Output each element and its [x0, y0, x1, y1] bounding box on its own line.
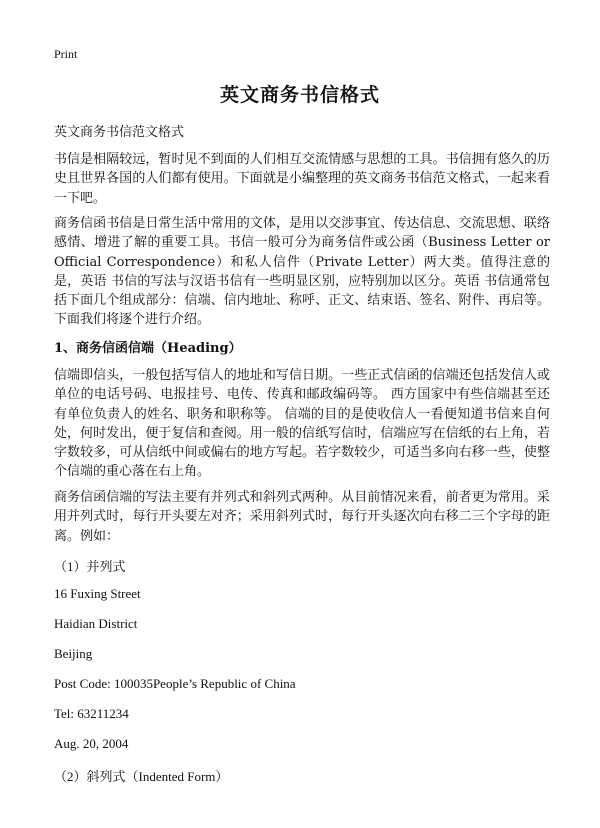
example-street: 16 Fuxing Street [54, 586, 141, 601]
intro-paragraph: 书信是相隔较远，暂时见不到面的人们相互交流情感与思想的工具。书信拥有悠久的历史且世界各国的人们都有使用。下面就是小编整理的英文商务书信范文格式，一起来看一下吧。 [54, 152, 550, 206]
print-link[interactable]: Print [54, 47, 78, 61]
letter-types-paragraph: 商务信函书信是日常生活中常用的文体，是用以交涉事宜、传达信息、交流思想、联络感情、增进了解的重要工具。书信一般可分为商务信件或公函（Business Letter or Official Correspondence）和私人信件（Private Letter）两大类。值得注意的是，英语 书信的写法与汉语书信有一些明显区别，应特别加以区分。英语 书信通常包括下面几个组成部分：信端、信内地址、称呼、正文、结束语、签名、附件、再启等。下面我们将逐个进行介绍。 [54, 216, 550, 328]
page-title: 英文商务书信格式 [219, 84, 380, 106]
example-date: Aug. 20, 2004 [54, 736, 129, 751]
example-postcode-country: Post Code: 100035People’s Republic of China [54, 676, 296, 691]
formats-paragraph: 商务信函信端的写法主要有并列式和斜列式两种。从目前情况来看，前者更为常用。采用并列式时，每行开头要左对齐；采用斜列式时，每行开头逐次向右移二三个字母的距离。例如： [54, 490, 550, 544]
subtitle: 英文商务书信范文格式 [54, 125, 185, 140]
example-tel: Tel: 63211234 [54, 706, 129, 721]
example-city: Beijing [54, 646, 93, 661]
block-form-label: （1）并列式 [54, 559, 126, 574]
section-heading: 1、商务信函信端（Heading） [54, 341, 242, 356]
indented-form-label: （2）斜列式（Indented Form） [54, 769, 229, 784]
example-district: Haidian District [54, 616, 138, 631]
heading-description-paragraph: 信端即信头，一般包括写信人的地址和写信日期。一些正式信函的信端还包括发信人或单位的电话号码、电报挂号、电传、传真和邮政编码等。 西方国家中有些信端甚至还有单位负责人的姓名、职务和职称等。 信端的目的是使收信人一看便知道书信来自何处，何时发出，便于复信和查阅。用一般的信纸写信时，信端应写在信纸的右上角，若字数较多，可从信纸中间或偏右的地方写起。若字数较少，可适当多向右移一些，使整个信端的重心落在右上角。 [54, 368, 550, 480]
